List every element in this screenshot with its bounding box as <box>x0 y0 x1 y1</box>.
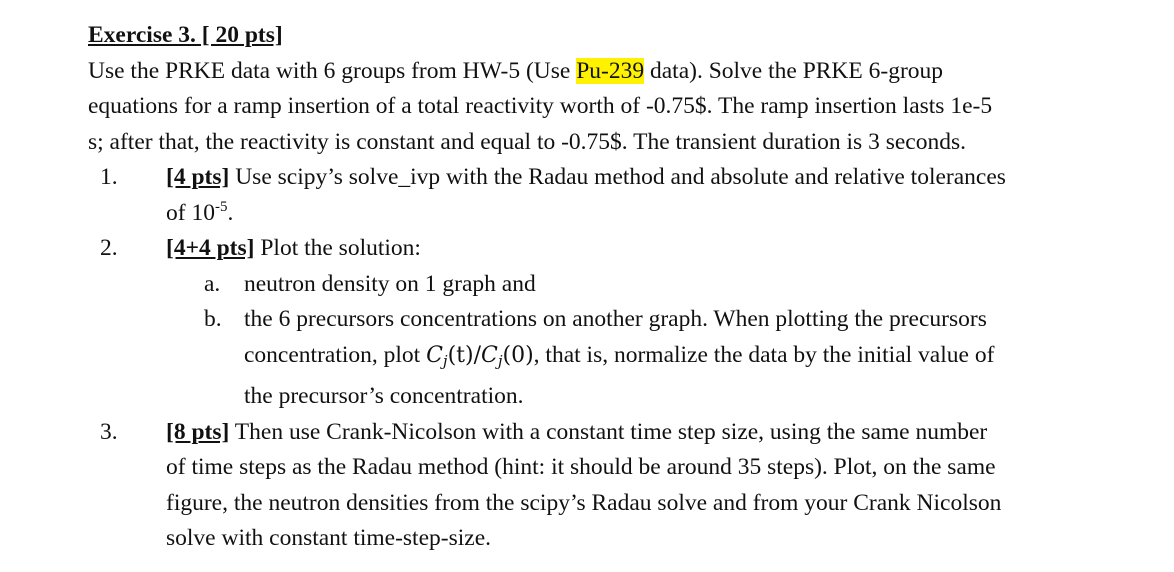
exponent: -5 <box>214 198 228 215</box>
intro-line-3: s; after that, the reactivity is constant and equal to -0.75$. The transient duration is 3 seconds. <box>88 128 966 155</box>
math-subscript: j <box>442 351 448 370</box>
subtask-text: the 6 precursors concentrations on another graph. When plotting the precursors <box>244 306 987 332</box>
task-item-3 <box>88 415 1148 557</box>
task-text: of 10 <box>166 199 215 226</box>
subtask-b <box>88 302 1148 415</box>
task-text: Plot the solution: <box>254 235 421 261</box>
task-text: . <box>227 199 234 226</box>
task-line <box>166 196 1148 232</box>
task-text: of time steps as the Radau method (hint: it should be around 35 steps). Plot, on the same <box>166 454 996 480</box>
task-number: 2. <box>100 235 118 261</box>
task-text: figure, the neutron densities from the scipy’s Radau solve and from your Crank Nicolson <box>166 489 1002 516</box>
subtask-line <box>244 338 1148 380</box>
math-subscript: j <box>497 351 503 370</box>
task-text: solve with constant time-step-size. <box>166 525 492 551</box>
task-number: 1. <box>100 164 118 190</box>
subtask-a <box>88 267 1148 303</box>
intro-line-1 <box>88 54 1148 90</box>
math-argument: (0) <box>502 342 534 368</box>
math-symbol: C <box>426 342 443 368</box>
points-label: [8 pts] <box>166 418 230 445</box>
subtask-text: , that is, normalize the data by the initial value of <box>533 341 995 368</box>
math-argument: (t)/ <box>447 342 481 368</box>
exercise-intro <box>88 54 1148 161</box>
task-line <box>166 231 1148 267</box>
exercise-document <box>88 18 1148 557</box>
subtask-text: neutron density on 1 graph and <box>244 270 536 297</box>
task-line <box>166 160 1148 196</box>
task-item-1 <box>88 160 1148 231</box>
task-text: Use scipy’s solve_ivp with the Radau method and absolute and relative tolerances <box>229 164 1006 190</box>
task-number: 3. <box>100 418 118 445</box>
intro-line-2: equations for a ramp insertion of a total reactivity worth of -0.75$. The ramp insertion lasts 1e-5 <box>88 93 993 119</box>
subtask-text: the precursor’s concentration. <box>244 383 524 409</box>
task-line <box>166 415 1148 451</box>
intro-line-1-post: data). Solve the PRKE 6-group <box>644 57 944 84</box>
task-text: Then use Crank-Nicolson with a constant time step size, using the same number <box>229 418 988 445</box>
math-symbol: C <box>481 342 498 368</box>
math-expression <box>426 343 534 368</box>
exercise-title: Exercise 3. [ 20 pts] <box>88 22 283 48</box>
subtask-letter: b. <box>204 306 222 332</box>
points-label: [4+4 pts] <box>166 235 255 261</box>
task-item-2 <box>88 231 1148 267</box>
subtask-letter: a. <box>204 270 221 297</box>
highlighted-isotope: Pu-239 <box>576 57 645 84</box>
intro-line-1-pre: Use the PRKE data with 6 groups from HW-5 (Use <box>88 57 577 84</box>
points-label: [4 pts] <box>166 164 230 190</box>
subtask-text: concentration, plot <box>244 341 427 368</box>
